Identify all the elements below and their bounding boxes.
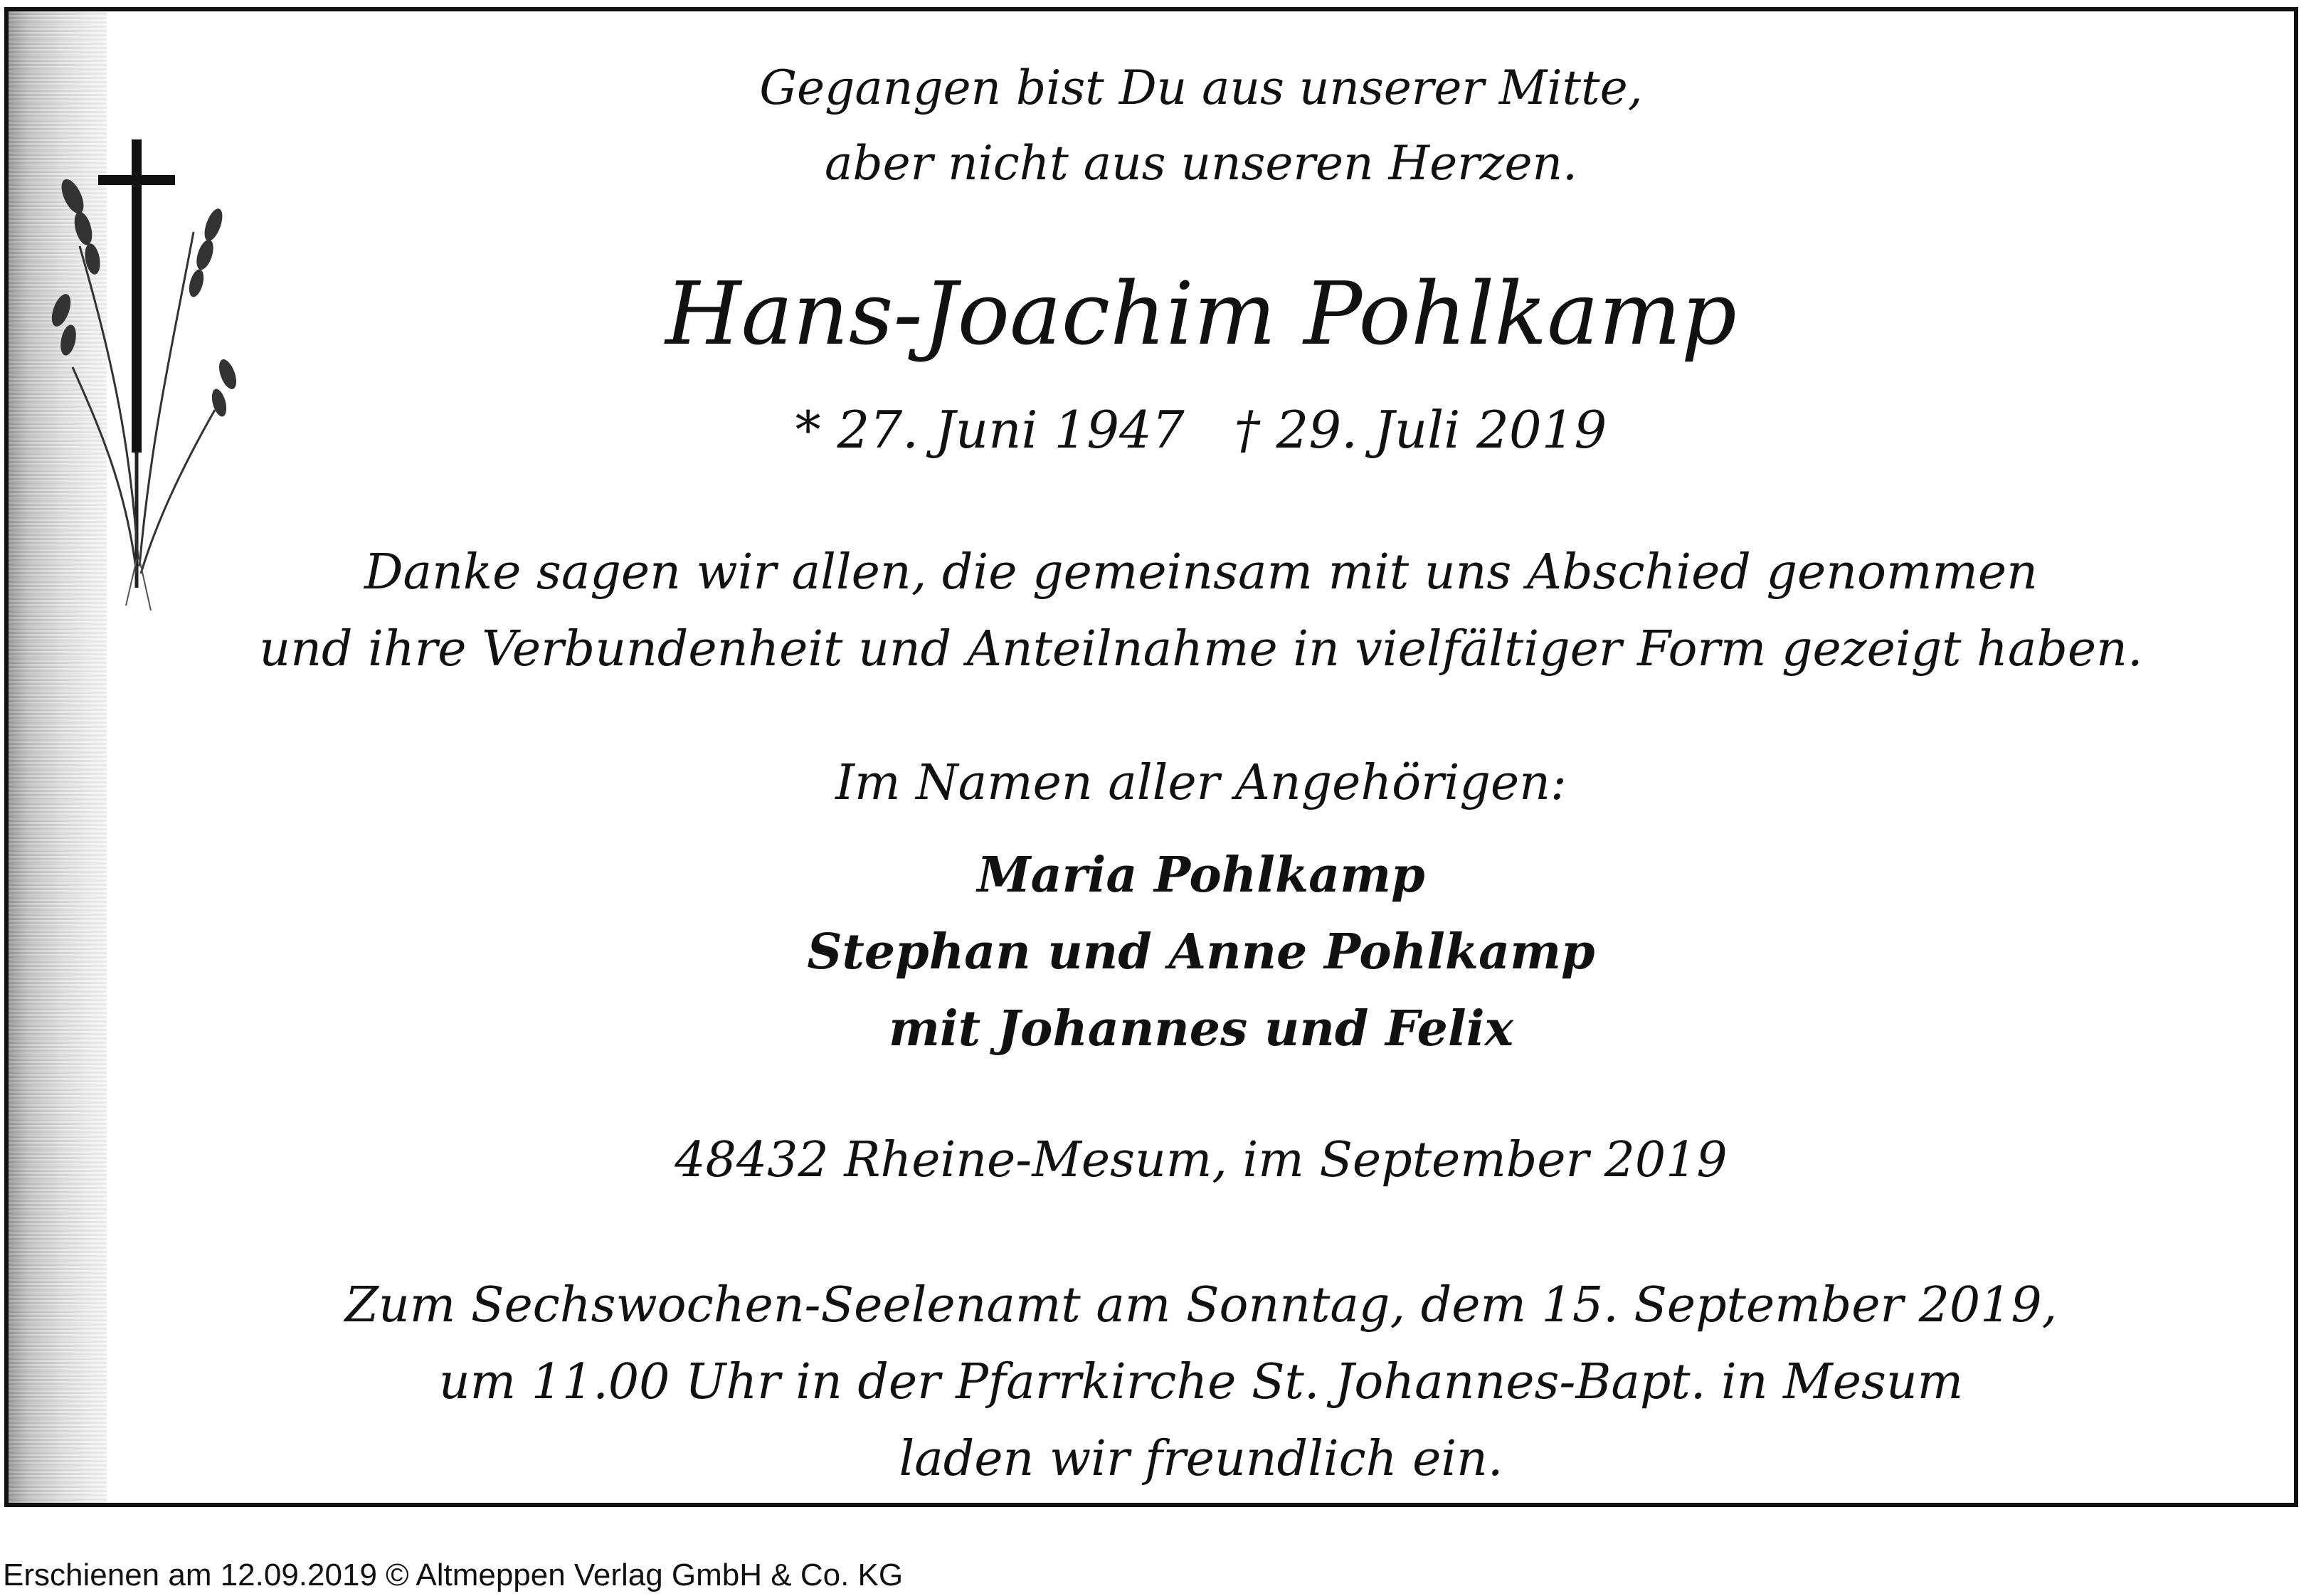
mass-line: laden wir freundlich ein.	[899, 1431, 1503, 1487]
death-notice	[4, 7, 2298, 1507]
publication-footer: Erschienen am 12.09.2019 © Altmeppen Verlag GmbH & Co. KG	[3, 1558, 904, 1592]
memorial-verse	[108, 51, 2294, 201]
death-date: † 29. Juli 2019	[1234, 400, 1607, 460]
deceased-name: Hans-Joachim Pohlkamp	[665, 263, 1737, 364]
life-dates	[108, 394, 2294, 465]
family-line: Stephan und Anne Pohlkamp	[807, 924, 1595, 981]
on-behalf-label: Im Namen aller Angehörigen:	[835, 755, 1567, 811]
verse-line: Gegangen bist Du aus unserer Mitte,	[759, 60, 1643, 115]
family-line: mit Johannes und Felix	[888, 1000, 1514, 1057]
family-names	[108, 837, 2294, 1067]
mass-line: um 11.00 Uhr in der Pfarrkirche St. Johannes-Bapt. in Mesum	[438, 1354, 1964, 1410]
mass-line: Zum Sechswochen-Seelenamt am Sonntag, dem 15. September 2019,	[344, 1277, 2058, 1333]
thanks-line: Danke sagen wir allen, die gemeinsam mit uns Abschied genommen	[364, 544, 2038, 601]
thanks-text	[108, 534, 2294, 688]
verse-line: aber nicht aus unseren Herzen.	[825, 136, 1577, 191]
birth-date: * 27. Juni 1947	[795, 400, 1185, 460]
thanks-line: und ihre Verbundenheit und Anteilnahme in vielfältiger Form gezeigt haben.	[259, 621, 2143, 677]
family-line: Maria Pohlkamp	[977, 847, 1425, 904]
place-and-date: 48432 Rheine-Mesum, im September 2019	[675, 1132, 1728, 1188]
mass-invitation	[108, 1267, 2294, 1498]
